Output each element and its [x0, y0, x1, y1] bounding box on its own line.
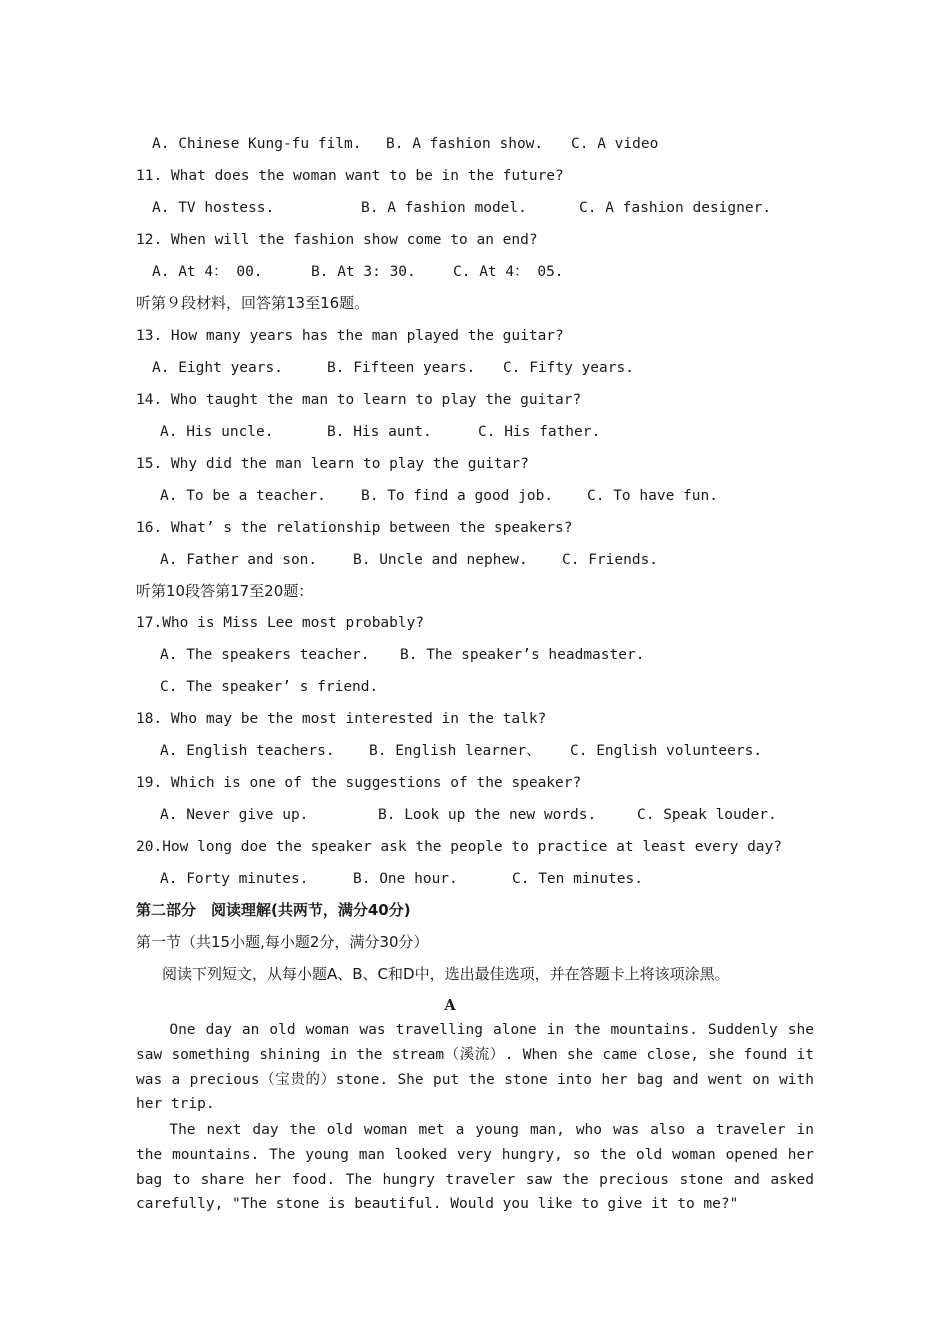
q19-option-b: B. Look up the new words.: [378, 807, 597, 823]
reading-instructions: 阅读下列短文，从每小题A、B、C和D中，选出最佳选项，并在答题卡上将该项涂黑。: [162, 965, 730, 983]
q12-text: 12. When will the fashion show come to an end?: [136, 232, 538, 248]
q13-option-a: A. Eight years.: [152, 360, 283, 376]
q14-option-b: B. His aunt.: [327, 424, 432, 440]
q11-option-a: A. TV hostess.: [152, 200, 275, 216]
q16-option-a: A. Father and son.: [160, 552, 318, 568]
q17-option-b: B. The speaker’s headmaster.: [400, 647, 645, 663]
q14-option-c: C. His father.: [478, 424, 601, 440]
q11-option-c: C. A fashion designer.: [579, 200, 772, 216]
q14-text: 14. Who taught the man to learn to play the guitar?: [136, 392, 582, 408]
q20-text: 20.How long doe the speaker ask the people to practice at least every day?: [136, 839, 783, 855]
q10-option-a: A. Chinese Kung-fu film.: [152, 136, 362, 152]
q20-option-a: A. Forty minutes.: [160, 871, 309, 887]
q19-option-a: A. Never give up.: [160, 807, 309, 823]
q16-option-b: B. Uncle and nephew.: [353, 552, 528, 568]
material-10-header: 听第10段答第17至20题：: [136, 582, 314, 600]
part-2-header: 第二部分 阅读理解(共两节，满分40分): [136, 901, 411, 919]
q20-option-b: B. One hour.: [353, 871, 458, 887]
q18-option-b: B. English learner、: [369, 743, 541, 759]
q12-option-c: C. At 4： 05.: [453, 264, 564, 280]
q10-option-c: C. A video: [571, 136, 659, 152]
q13-option-b: B. Fifteen years.: [327, 360, 476, 376]
q15-option-a: A. To be a teacher.: [160, 488, 326, 504]
passage-paragraph-1: One day an old woman was travelling alone in the mountains. Suddenly she saw something shining in the stream（溪流）. When she came close, she found it was a precious（宝贵的）stone. She put the stone into her bag and went on with her trip.: [136, 1022, 814, 1113]
q12-option-b: B. At 3: 30.: [311, 264, 416, 280]
q16-option-c: C. Friends.: [562, 552, 659, 568]
q19-option-c: C. Speak louder.: [637, 807, 777, 823]
passage-label: A: [444, 997, 456, 1014]
q18-text: 18. Who may be the most interested in the talk?: [136, 711, 547, 727]
q15-option-c: C. To have fun.: [587, 488, 718, 504]
q18-option-a: A. English teachers.: [160, 743, 335, 759]
material-9-header: 听第９段材料，回答第13至16题。: [136, 294, 370, 312]
q17-option-c: C. The speaker’ s friend.: [160, 679, 379, 695]
q12-option-a: A. At 4： 00.: [152, 264, 263, 280]
section-1-header: 第一节（共15小题,每小题2分，满分30分）: [136, 933, 429, 951]
q11-text: 11. What does the woman want to be in the future?: [136, 168, 564, 184]
q17-text: 17.Who is Miss Lee most probably?: [136, 615, 425, 631]
q13-text: 13. How many years has the man played the guitar?: [136, 328, 564, 344]
q16-text: 16. What’ s the relationship between the speakers?: [136, 520, 573, 536]
q10-option-b: B. A fashion show.: [386, 136, 544, 152]
q15-text: 15. Why did the man learn to play the guitar?: [136, 456, 529, 472]
q11-option-b: B. A fashion model.: [361, 200, 527, 216]
passage-paragraph-2: The next day the old woman met a young man, who was also a traveler in the mountains. The young man looked very hungry, so the old woman opened her bag to share her food. The hungry traveler saw the precious stone and asked carefully, "The stone is beautiful. Would you like to give it to me?": [136, 1122, 814, 1213]
q13-option-c: C. Fifty years.: [503, 360, 634, 376]
q20-option-c: C. Ten minutes.: [512, 871, 643, 887]
q14-option-a: A. His uncle.: [160, 424, 274, 440]
q17-option-a: A. The speakers teacher.: [160, 647, 370, 663]
q19-text: 19. Which is one of the suggestions of the speaker?: [136, 775, 582, 791]
q18-option-c: C. English volunteers.: [570, 743, 763, 759]
q15-option-b: B. To find a good job.: [361, 488, 554, 504]
